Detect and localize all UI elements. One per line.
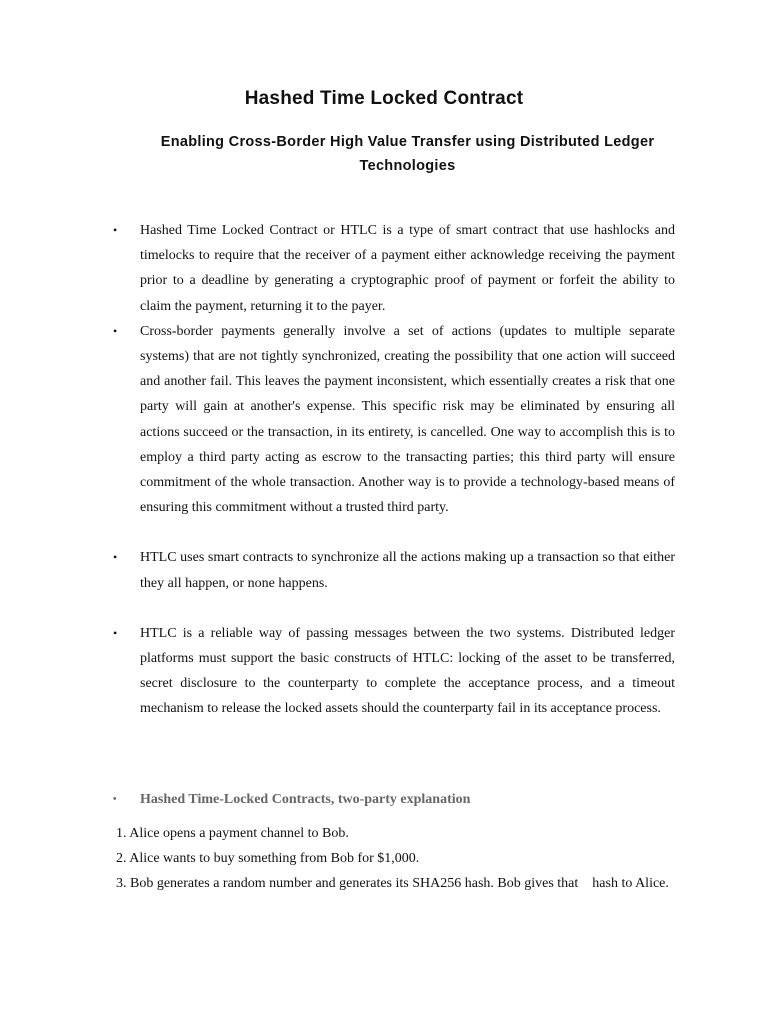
section-heading <box>110 792 470 808</box>
section-heading-text: Hashed Time-Locked Contracts, two-party explanation <box>140 792 471 807</box>
bullet-icon: • <box>113 625 118 640</box>
document-title: Hashed Time Locked Contract <box>244 88 524 109</box>
bullet-icon: • <box>113 323 118 338</box>
bullet-item <box>110 319 675 521</box>
bullet-item <box>110 621 675 722</box>
bullet-item <box>110 218 675 319</box>
bullet-item <box>110 545 675 595</box>
bullet-text: HTLC uses smart contracts to synchronize all the actions making up a transaction so that either they all happen, or none happens. <box>140 550 675 591</box>
bullet-list <box>110 218 675 722</box>
step-item: 1. Alice opens a payment channel to Bob. <box>116 826 349 841</box>
bullet-icon: • <box>113 794 117 805</box>
bullet-icon: • <box>113 550 118 565</box>
bullet-icon: • <box>113 223 118 237</box>
bullet-text: Hashed Time Locked Contract or HTLC is a type of smart contract that use hashlocks and timelocks to require that the receiver of a payment either acknowledge receiving the payment prior to a deadline by generating a cryptographic proof of payment or forfeit the ability to claim the payment, returning it to the payer. <box>140 223 675 314</box>
document-subtitle: Enabling Cross-Border High Value Transfer using Distributed Ledger Technologies <box>160 134 655 174</box>
step-item: 3. Bob generates a random number and generates its SHA256 hash. Bob gives that hash to Alice. <box>116 876 669 892</box>
bullet-text: HTLC is a reliable way of passing messages between the two systems. Distributed ledger platforms must support the basic constructs of HTLC: locking of the asset to be transferred, secret disclosure to the counterparty to complete the acceptance process, and a timeout mechanism to release the locked assets should the counterparty fail in its acceptance process. <box>140 625 675 717</box>
step-list <box>116 821 675 897</box>
spacer <box>110 596 675 621</box>
bullet-text: Cross-border payments generally involve a set of actions (updates to multiple separate systems) that are not tightly synchronized, creating the possibility that one action will succeed and another fail. This leaves the payment inconsistent, which essentially creates a risk that one party will gain at another's expense. This specific risk may be eliminated by ensuring all actions succeed or the transaction, in its entirety, is cancelled. One way to accomplish this is to employ a third party acting as escrow to the transacting parties; this third party will ensure commitment of the whole transaction. Another way is to provide a technology-based means of ensuring this commitment without a trusted third party. <box>140 323 675 516</box>
spacer <box>110 520 675 545</box>
step-item: 2. Alice wants to buy something from Bob for $1,000. <box>116 851 420 867</box>
